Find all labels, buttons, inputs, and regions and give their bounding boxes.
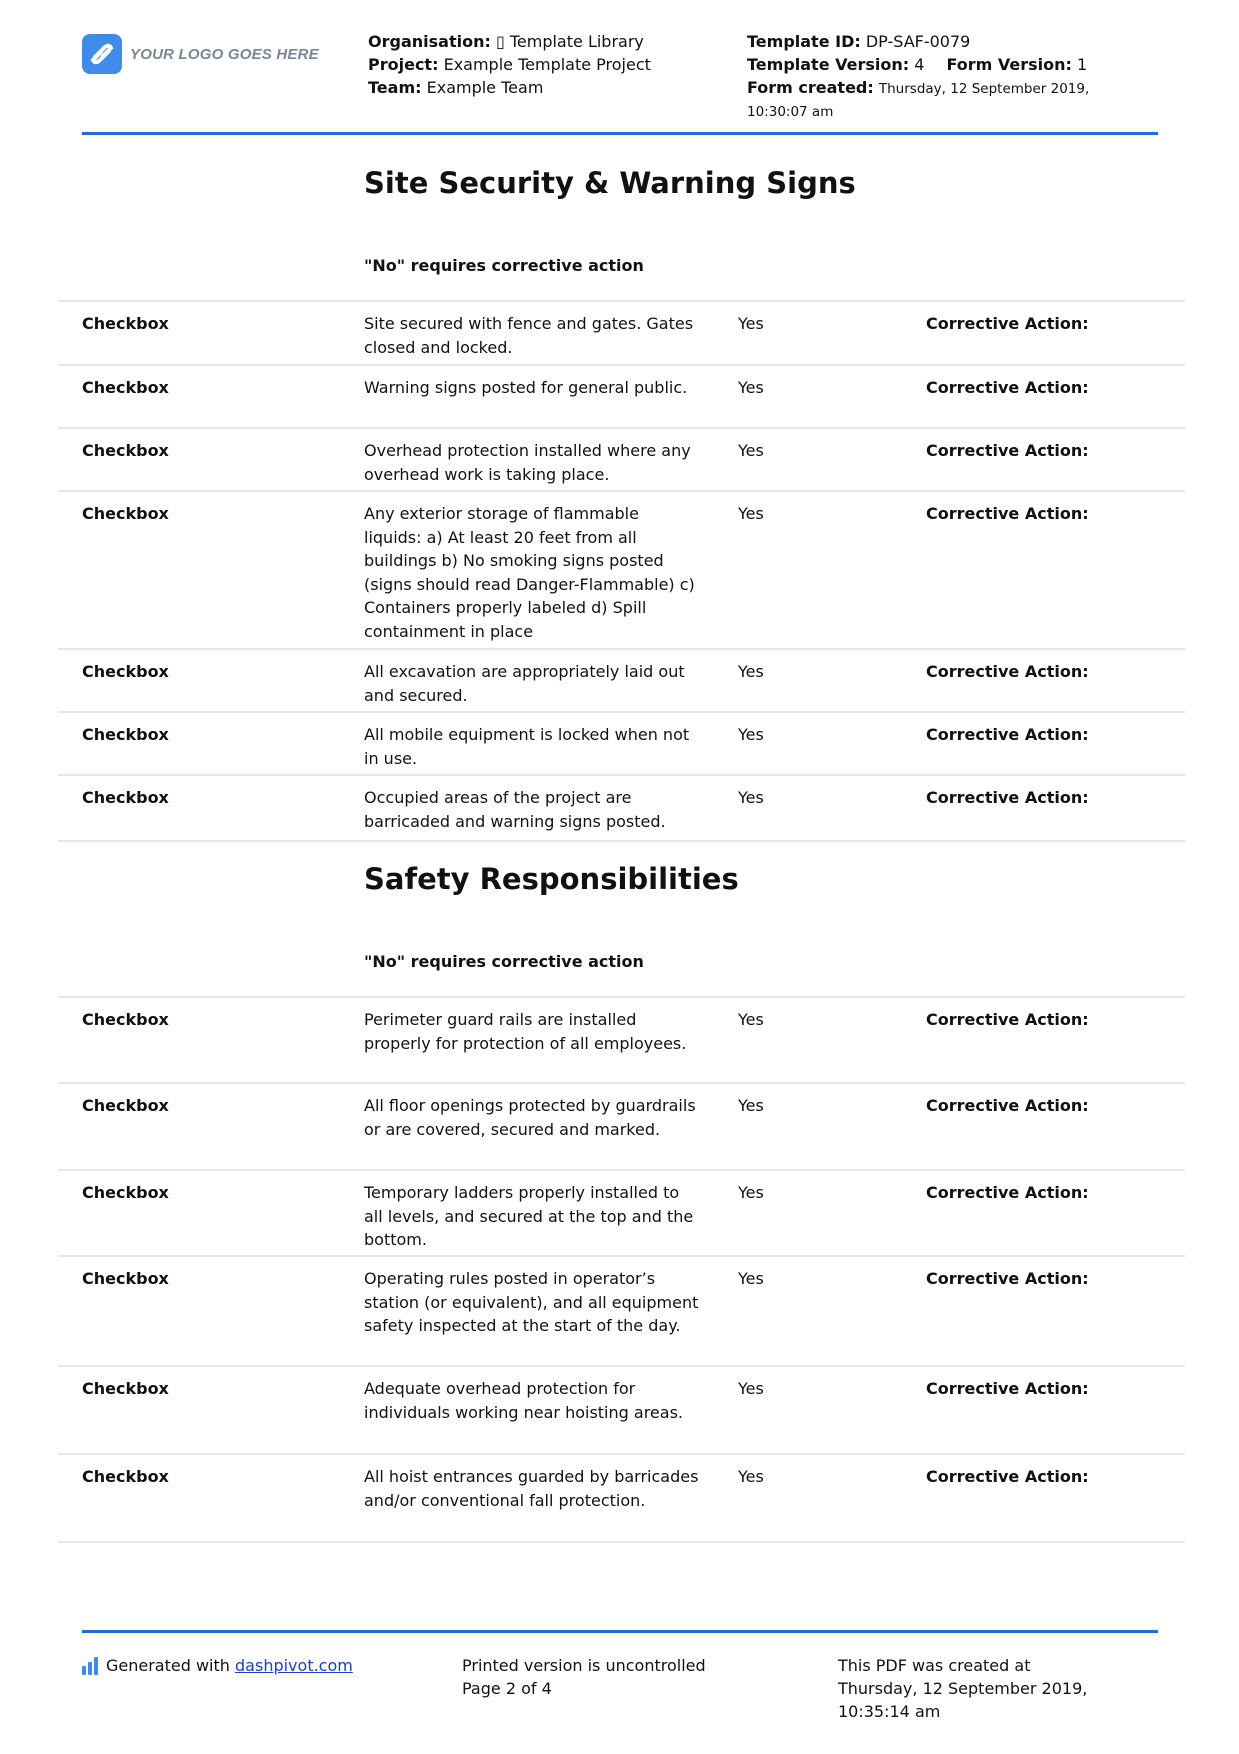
- corrective-action-label: Corrective Action:: [926, 662, 1089, 681]
- answer-value: Yes: [738, 378, 764, 397]
- corrective-action-label: Corrective Action:: [926, 1467, 1089, 1486]
- template-id-value: DP-SAF-0079: [865, 32, 971, 51]
- checklist-item: Any exterior storage of flammable liquids: a) At least 20 feet from all buildings b) No smoking signs posted (signs should read Danger-Flammable) c) Containers properly labeled d) Spill containment in place: [364, 504, 695, 641]
- table-row: [58, 1169, 1185, 1257]
- field-type: Checkbox: [82, 504, 169, 523]
- company-logo: [82, 34, 319, 74]
- table-row: [58, 711, 1185, 776]
- logo-text: YOUR LOGO GOES HERE: [130, 45, 319, 63]
- checklist-item: All hoist entrances guarded by barricades and/or conventional fall protection.: [364, 1467, 699, 1510]
- corrective-action-label: Corrective Action:: [926, 725, 1089, 744]
- pdf-created-time: 10:35:14 am: [838, 1702, 941, 1721]
- pdf-created-line: This PDF was created at: [838, 1656, 1031, 1675]
- checklist-item: Overhead protection installed where any overhead work is taking place.: [364, 441, 691, 484]
- answer-value: Yes: [738, 725, 764, 744]
- org-value: ▯ Template Library: [495, 32, 644, 51]
- form-created-time: 10:30:07 am: [747, 104, 834, 120]
- table-row: [58, 364, 1185, 429]
- team-label: Team:: [368, 78, 422, 97]
- uncontrolled-note: Printed version is uncontrolled: [462, 1656, 706, 1675]
- table-row: [58, 774, 1185, 842]
- logo-icon: [82, 34, 122, 74]
- checklist-item: Occupied areas of the project are barricaded and warning signs posted.: [364, 788, 666, 831]
- corrective-action-label: Corrective Action:: [926, 504, 1089, 523]
- table-row: [58, 1453, 1185, 1543]
- field-type: Checkbox: [82, 1379, 169, 1398]
- answer-value: Yes: [738, 504, 764, 523]
- checklist-item: Adequate overhead protection for individuals working near hoisting areas.: [364, 1379, 683, 1422]
- table-row: [58, 996, 1185, 1084]
- header-divider: [82, 132, 1158, 135]
- answer-value: Yes: [738, 1467, 764, 1486]
- field-type: Checkbox: [82, 725, 169, 744]
- checklist-item: All floor openings protected by guardrails or are covered, secured and marked.: [364, 1096, 696, 1139]
- corrective-action-label: Corrective Action:: [926, 1379, 1089, 1398]
- answer-value: Yes: [738, 1183, 764, 1202]
- answer-value: Yes: [738, 1010, 764, 1029]
- generated-with: [82, 1654, 353, 1677]
- answer-value: Yes: [738, 1379, 764, 1398]
- pdf-created-date: Thursday, 12 September 2019,: [838, 1679, 1088, 1698]
- dashpivot-link[interactable]: dashpivot.com: [235, 1656, 353, 1675]
- corrective-action-label: Corrective Action:: [926, 1269, 1089, 1288]
- page-header: [82, 28, 1158, 136]
- organisation-info: [368, 30, 651, 99]
- team-value: Example Team: [426, 78, 544, 97]
- form-created-label: Form created:: [747, 78, 874, 97]
- template-id-label: Template ID:: [747, 32, 861, 51]
- section-title: Site Security & Warning Signs: [364, 166, 856, 200]
- field-type: Checkbox: [82, 378, 169, 397]
- corrective-action-label: Corrective Action:: [926, 1010, 1089, 1029]
- field-type: Checkbox: [82, 314, 169, 333]
- section-title: Safety Responsibilities: [364, 862, 739, 896]
- template-info: [747, 30, 1167, 124]
- project-label: Project:: [368, 55, 439, 74]
- checklist-item: Site secured with fence and gates. Gates closed and locked.: [364, 314, 694, 357]
- table-row: [58, 427, 1185, 492]
- form-created-value: Thursday, 12 September 2019,: [878, 81, 1090, 97]
- answer-value: Yes: [738, 441, 764, 460]
- table-row: [58, 300, 1185, 366]
- field-type: Checkbox: [82, 1183, 169, 1202]
- field-type: Checkbox: [82, 1010, 169, 1029]
- checklist-item: Perimeter guard rails are installed properly for protection of all employees.: [364, 1010, 687, 1053]
- field-type: Checkbox: [82, 1096, 169, 1115]
- section-note: "No" requires corrective action: [364, 256, 644, 275]
- corrective-action-label: Corrective Action:: [926, 441, 1089, 460]
- field-type: Checkbox: [82, 788, 169, 807]
- field-type: Checkbox: [82, 662, 169, 681]
- table-row: [58, 490, 1185, 650]
- section-note: "No" requires corrective action: [364, 952, 644, 971]
- answer-value: Yes: [738, 788, 764, 807]
- print-notice: [462, 1654, 706, 1700]
- answer-value: Yes: [738, 314, 764, 333]
- checklist-item: Warning signs posted for general public.: [364, 378, 688, 397]
- corrective-action-label: Corrective Action:: [926, 788, 1089, 807]
- template-version-label: Template Version:: [747, 55, 910, 74]
- pdf-created: [838, 1654, 1138, 1723]
- page-number: Page 2 of 4: [462, 1679, 552, 1698]
- dashpivot-logo-icon: [82, 1657, 98, 1675]
- field-type: Checkbox: [82, 441, 169, 460]
- answer-value: Yes: [738, 1269, 764, 1288]
- corrective-action-label: Corrective Action:: [926, 1183, 1089, 1202]
- checklist-item: All mobile equipment is locked when not in use.: [364, 725, 690, 768]
- checklist-item: Temporary ladders properly installed to all levels, and secured at the top and the bottom.: [364, 1183, 694, 1249]
- answer-value: Yes: [738, 662, 764, 681]
- generated-prefix: Generated with: [106, 1656, 230, 1675]
- table-row: [58, 648, 1185, 713]
- corrective-action-label: Corrective Action:: [926, 378, 1089, 397]
- org-label: Organisation:: [368, 32, 491, 51]
- table-row: [58, 1365, 1185, 1455]
- field-type: Checkbox: [82, 1269, 169, 1288]
- answer-value: Yes: [738, 1096, 764, 1115]
- corrective-action-label: Corrective Action:: [926, 314, 1089, 333]
- project-value: Example Template Project: [443, 55, 651, 74]
- field-type: Checkbox: [82, 1467, 169, 1486]
- form-version-label: Form Version:: [946, 55, 1072, 74]
- form-version-value: 1: [1076, 55, 1088, 74]
- template-version-value: 4: [914, 55, 925, 74]
- table-row: [58, 1255, 1185, 1367]
- footer-divider: [82, 1630, 1158, 1633]
- checklist-item: All excavation are appropriately laid out and secured.: [364, 662, 685, 705]
- table-row: [58, 1082, 1185, 1171]
- checklist-item: Operating rules posted in operator’s station (or equivalent), and all equipment safety inspected at the start of the day.: [364, 1269, 699, 1335]
- corrective-action-label: Corrective Action:: [926, 1096, 1089, 1115]
